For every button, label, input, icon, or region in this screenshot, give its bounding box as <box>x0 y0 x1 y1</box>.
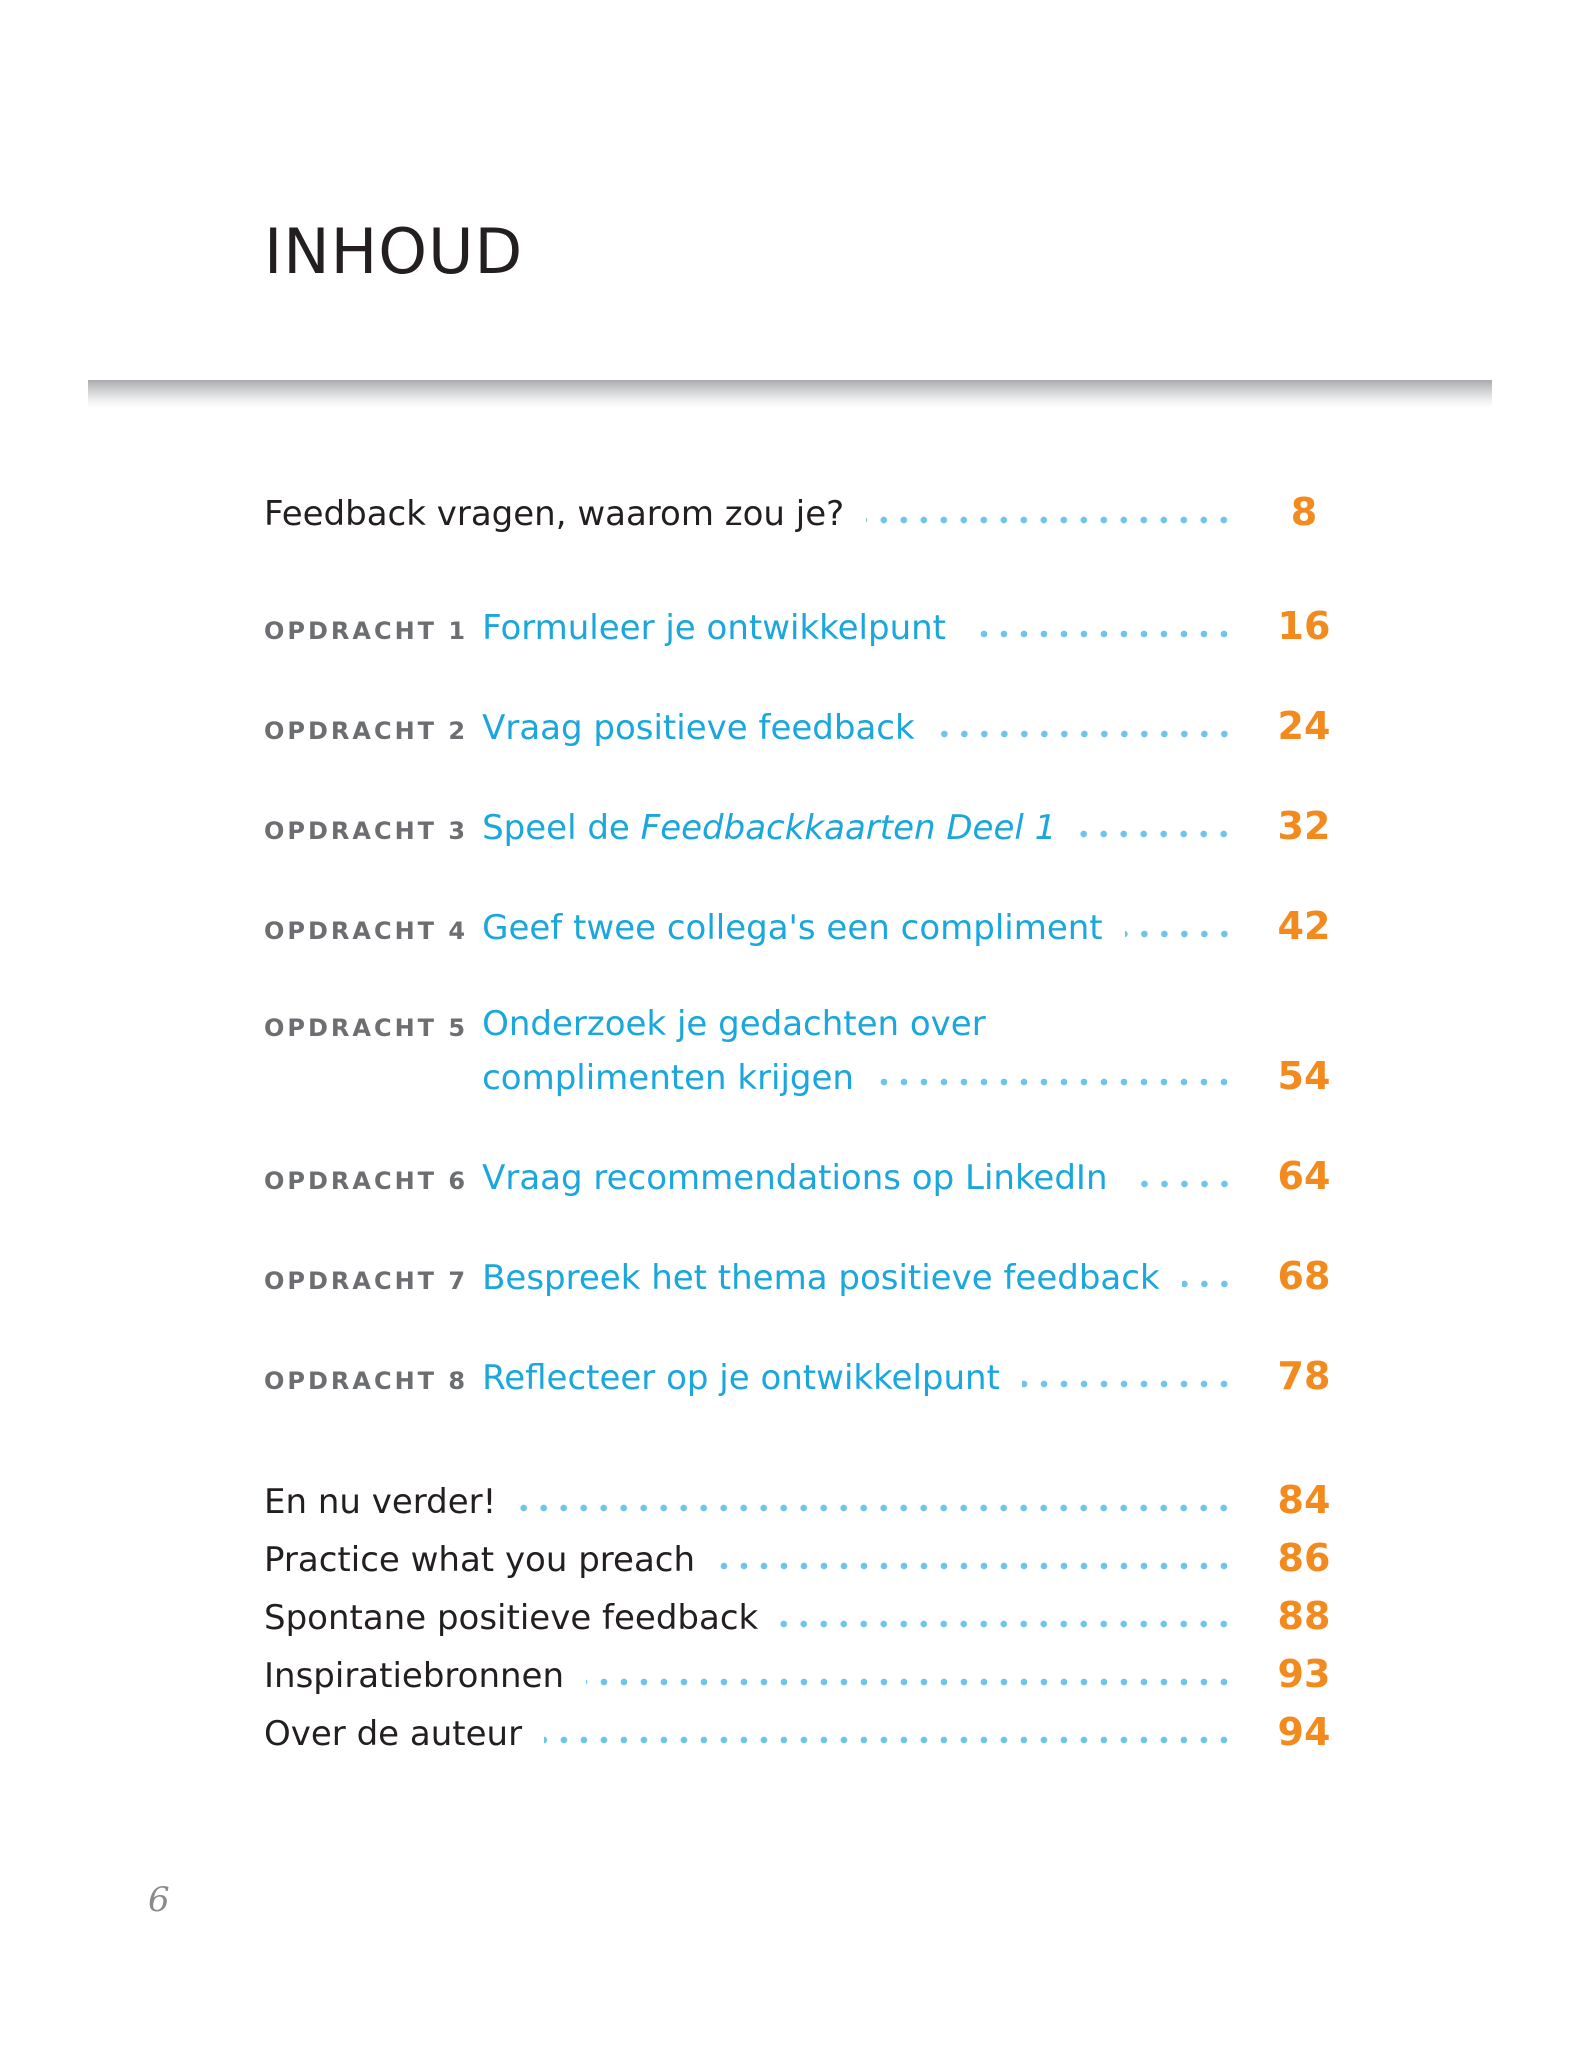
toc-page-number: 54 <box>1277 1054 1331 1098</box>
toc-entry-back-4[interactable] <box>264 1652 1344 1698</box>
toc-entry-title: Bespreek het thema positieve feedback <box>482 1258 1160 1298</box>
page-title: INHOUD <box>264 215 524 288</box>
toc-entry-opdracht-4[interactable] <box>264 904 1344 950</box>
toc-page-number: 94 <box>1277 1710 1331 1754</box>
toc-entry-title: Reflecteer op je ontwikkelpunt <box>482 1358 1000 1398</box>
toc-page-number: 68 <box>1277 1254 1331 1298</box>
toc-page-number: 88 <box>1277 1594 1331 1638</box>
toc-page-number: 8 <box>1290 490 1318 534</box>
dot-leader <box>1182 1278 1234 1290</box>
toc-entry-back-2[interactable] <box>264 1536 1344 1582</box>
toc-page-number: 86 <box>1277 1536 1331 1580</box>
toc-entry-opdracht-2[interactable] <box>264 704 1344 750</box>
toc-entry-opdracht-1[interactable] <box>264 604 1344 650</box>
toc-page-number: 78 <box>1277 1354 1331 1398</box>
assignment-label: OPDRACHT 8 <box>264 1367 469 1395</box>
toc-entry-title-prefix: Speel de <box>482 808 641 848</box>
assignment-label: OPDRACHT 1 <box>264 617 469 645</box>
toc-entry-title: Formuleer je ontwikkelpunt <box>482 608 947 648</box>
toc-entry-intro[interactable] <box>264 490 1344 536</box>
dot-leader <box>937 728 1234 740</box>
toc-entry-back-1[interactable] <box>264 1478 1344 1524</box>
assignment-label: OPDRACHT 4 <box>264 917 469 945</box>
toc-page-number: 84 <box>1277 1478 1331 1522</box>
toc-page-number: 32 <box>1277 804 1331 848</box>
dot-leader <box>586 1676 1234 1688</box>
toc-entry-title: Vraag recommendations op LinkedIn <box>482 1158 1108 1198</box>
toc-entry-title: Geef twee collega's een compliment <box>482 908 1103 948</box>
toc-entry-opdracht-7[interactable] <box>264 1254 1344 1300</box>
dot-leader <box>1125 928 1234 940</box>
toc-page-number: 93 <box>1277 1652 1331 1696</box>
toc-page-number: 64 <box>1277 1154 1331 1198</box>
toc-entry-back-5[interactable] <box>264 1710 1344 1756</box>
toc-entry-title: Over de auteur <box>264 1714 523 1754</box>
toc-entry-title: Inspiratiebronnen <box>264 1656 565 1696</box>
dot-leader <box>780 1618 1234 1630</box>
dot-leader <box>1078 828 1234 840</box>
toc-entry-title: Vraag positieve feedback <box>482 708 915 748</box>
toc-entry-title: Practice what you preach <box>264 1540 696 1580</box>
dot-leader <box>518 1502 1234 1514</box>
assignment-label: OPDRACHT 7 <box>264 1267 469 1295</box>
toc-entry-opdracht-3[interactable] <box>264 804 1344 850</box>
dot-leader <box>717 1560 1234 1572</box>
dot-leader <box>968 628 1234 640</box>
toc-entry-title <box>482 808 1056 848</box>
toc-entry-title: Feedback vragen, waarom zou je? <box>264 494 845 534</box>
toc-page-number: 42 <box>1277 904 1331 948</box>
toc-entry-title-line-2: complimenten krijgen <box>482 1058 854 1098</box>
toc-entry-back-3[interactable] <box>264 1594 1344 1640</box>
assignment-label: OPDRACHT 5 <box>264 1014 469 1042</box>
dot-leader <box>866 514 1234 526</box>
dot-leader <box>876 1076 1234 1088</box>
assignment-label: OPDRACHT 6 <box>264 1167 469 1195</box>
toc-page-number: 24 <box>1277 704 1331 748</box>
dot-leader <box>1022 1378 1234 1390</box>
dot-leader <box>544 1734 1234 1746</box>
toc-page-number: 16 <box>1277 604 1331 648</box>
assignment-label: OPDRACHT 2 <box>264 717 469 745</box>
toc-entry-title: Spontane positieve feedback <box>264 1598 759 1638</box>
page-number-folio: 6 <box>148 1880 170 1920</box>
assignment-label: OPDRACHT 3 <box>264 817 469 845</box>
dot-leader <box>1130 1178 1235 1190</box>
toc-entry-opdracht-6[interactable] <box>264 1154 1344 1200</box>
toc-entry-opdracht-8[interactable] <box>264 1354 1344 1400</box>
toc-entry-title-line-1: Onderzoek je gedachten over <box>482 1004 986 1044</box>
toc-entry-title: En nu verder! <box>264 1482 497 1522</box>
toc-entry-opdracht-5[interactable] <box>264 1004 1344 1100</box>
header-divider <box>88 380 1492 408</box>
toc-entry-title-italic: Feedbackkaarten Deel 1 <box>640 808 1057 848</box>
